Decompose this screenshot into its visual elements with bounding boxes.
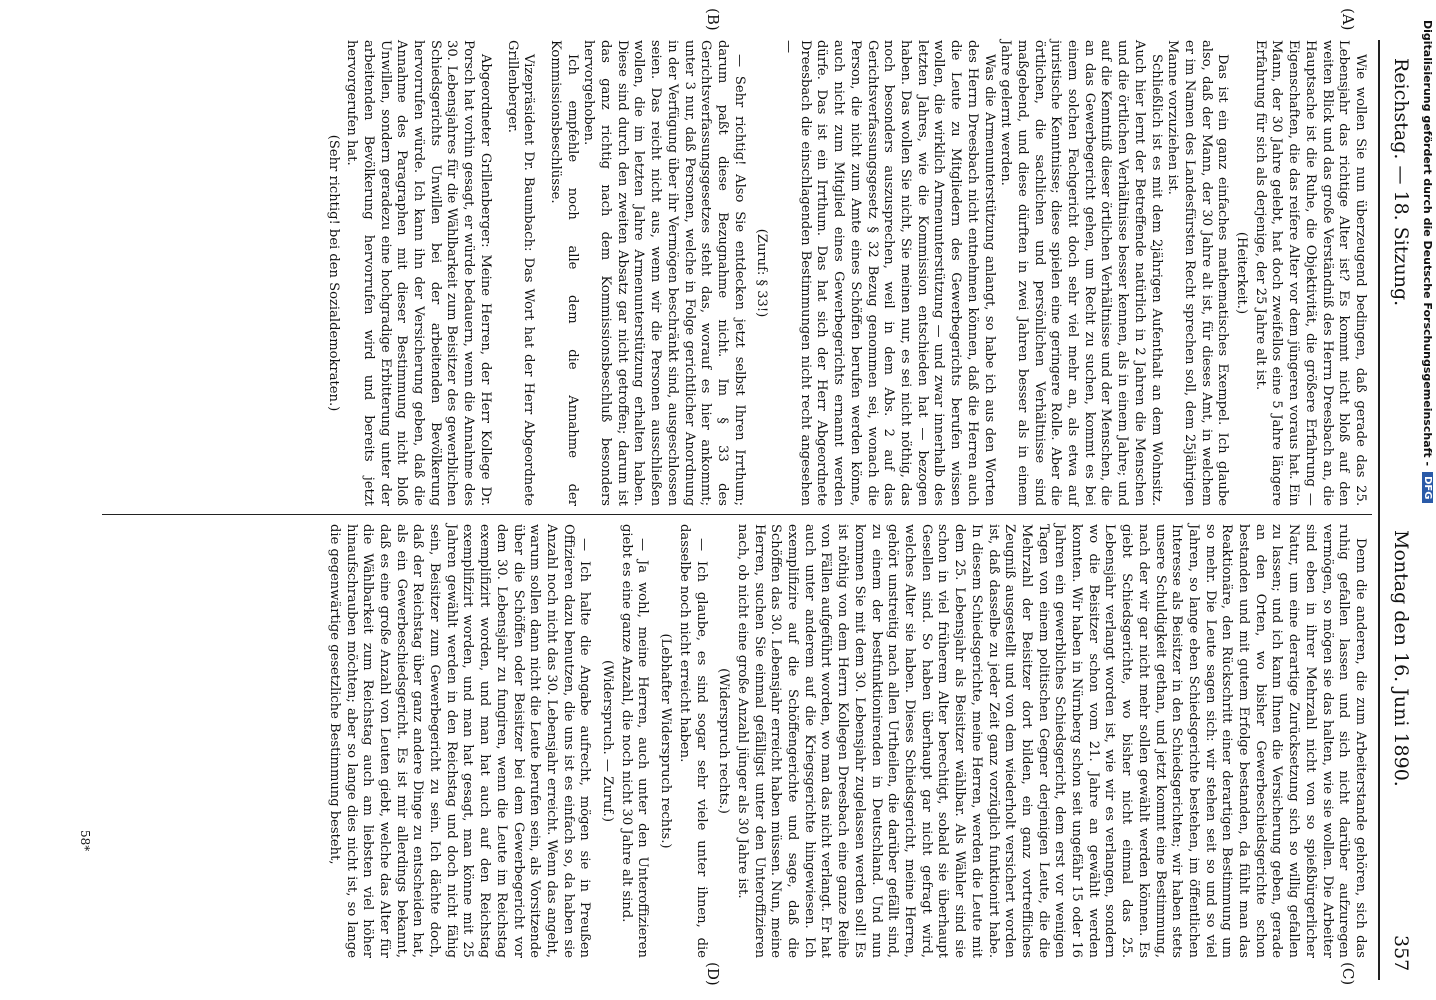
paragraph: — Ich halte die Angabe aufrecht, mögen sie in Preußen Offizieren dazu benutzen, die uns ist es einfach so, da haben sie Anzahl noch nicht das 30. Lebensjahr erreicht. Wenn das angeht, warum sollen dann nicht die Leute berufen sein, als Vorsitzende über die Schöffen oder Beisitzer bei dem Gewerbegericht vor dem 30. Lebensjahr zu fungiren, wenn die Leute im Reichstag exemplifizirt worden, und man hat auch auf den Reichstag exemplifizirt worden, und man hat gesagt, man könne mit 25 Jahren gewählt werden in den Reichstag und doch nicht fähig sein, Beisitzer zum Gewerbegericht zu sein. Ich dächte doch, daß der Reichstag über ganz andere Dinge zu entscheiden hat, als ein Gewerbeschiedsgericht. Es ist mir allerdings bekannt, daß es eine große Anzahl von Leuten giebt, welche das Alter für die Wählbarkeit zum Reichstag auch am liebsten viel höher hinaufschrauben möchten; aber so lange dies nicht ist, so lange die gegenwärtige gesetzliche Bestimmung besteht, bbox=[326, 524, 593, 958]
credit-text: Digitalisierung gefördert durch die Deutsche Forschungsgemeinschaft - bbox=[1421, 20, 1435, 467]
paragraph: Was die Armenunterstützung anlangt, so habe ich aus den Worten des Herrn Dreesbach nicht entnehmen können, daß die Herren auch die Leute zu Mitgliedern des Gewerbegerichts berufen wissen wollen, die wirklich Armenunterstützung — und zwar innerhalb des letzten Jahres, wie die Kommission entschieden hat — bezogen haben. Das wollen Sie nicht, Sie meinen nur, es sei nicht nöthig, das noch besonders auszusprechen, weil in dem Abs. 2 auf das Gerichtsverfassungsgesetz § 32 Bezug genommen sei, wonach die Person, die nicht zum Amte eines Schöffen berufen werden könne, auch nicht zum Mitglied eines Gewerbegerichts ernannt werden dürfe. Das ist ein Irrthum. Das hat sich der Herr Abgeordnete Dreesbach die einschlagenden Bestimmungen nicht recht angesehen — bbox=[781, 40, 997, 506]
paragraph: — Ja wohl, meine Herren, auch unter den Unteroffizieren giebt es eine ganze Anzahl, die noch nicht 30 Jahre alt sind. bbox=[618, 524, 651, 958]
paragraph: Schließlich ist es mit dem 2jährigen Aufenthalt an dem Wohnsitz. Auch hier lernt der Betreffende natürlich in 2 Jahren die Menschen und die örtlichen Verhältnisse besser kennen, als in einem Jahre; und auf die Kenntniß dieser örtlichen Verhältnisse und der Menschen, die an das Gewerbegericht gehen, um Recht zu suchen, kommt es bei einem solchen Fachgericht doch sehr viel mehr an, als etwa auf juristische Kenntnisse; diese spielen eine geringere Rolle. Aber die örtlichen, die sachlichen und persönlichen Verhältnisse sind maßgebend, und diese dürften in zwei Jahren besser als in einem Jahre gelernt werden. bbox=[998, 40, 1164, 506]
paragraph: Denn die anderen, die zum Arbeiterstande gehören, sich das ruhig gefallen lassen und sich nicht darüber aufzuregen vermögen, so mögen sie das halten, wie sie wollen. Die Arbeiter sind eben in ihrer Mehrzahl nicht von so spießbürgerlicher Natur, um eine derartige Zurücksetzung sich so willig gefallen zu lassen; und ich kann Ihnen die Versicherung geben, gerade an den Orten, wo bisher Gewerbeschiedsgerichte schon bestanden und mit gutem Erfolge bestanden, da fühlt man das Reaktionäre, den Rückschritt einer derartigen Bestimmung um so mehr. Die Leute sagen sich: wir stehen seit so und so viel Jahren, so lange eben Schiedsgerichte bestehen, im öffentlichen Interesse als Beisitzer in den Schiedsgerichten; wir haben stets unsere Schuldigkeit gethan, und jetzt kommt eine Bestimmung, nach der wir gar nicht mehr sollen gewählt werden können. Es giebt Schiedsgerichte, wo bisher nicht einmal das 25. Lebensjahr verlangt worden ist, wie wir es verlangen, sondern wo die Beisitzer schon vom 21. Jahre an gewählt werden konnten. Wir haben in Nürnberg schon seit ungefähr 15 oder 16 Jahren ein gewerbliches Schiedsgericht, dem erst vor wenigen Tagen von einem politischen Gegner derjenigen Leute, die die Mehrzahl der Beisitzer dort bilden, ein ganz vortreffliches Zeugniß ausgestellt und von dem wiederholt versichert worden ist, daß dasselbe zu jeder Zeit ganz vorzüglich funktionirt habe. In diesem Schiedsgerichte, meine Herren, werden die Leute mit dem 25. Lebensjahr als Beisitzer wählbar. Als Wähler sind sie schon in viel früherem Alter berechtigt, sobald sie überhaupt Gesellen sind. So haben überhaupt gar nicht gefragt wird, welches Alter sie haben. Dieses Schiedsgericht, meine Herren, gehört unstreitig nach allen Urtheilen, die darüber gefällt sind, zu einem der bestfunktionirenden in Deutschland. Und nun kommen Sie mit dem 30. Lebensjahr zugelassen werden soll! Es ist nöthig von dem Herrn Kollegen Dreesbach eine ganze Reihe von Fällen aufgeführt worden, wo man das nicht verlangt. Er hat auch unter anderem auf die Kriegsgerichte hingewiesen. Ich exemplifizire auf die Schöffengerichte und sage, daß die Schöffen das 30. Lebensjahr erreicht haben müssen. Nun, meine Herren, suchen Sie einmal gefälligst unter den Unteroffizieren nach, ob nicht eine große Anzahl jünger als 30 Jahre ist. bbox=[734, 524, 1368, 958]
paragraph: (Zuruf: § 33!) bbox=[754, 228, 770, 318]
paragraph: (Widerspruch rechts.) bbox=[716, 668, 732, 814]
margin-marker-c: (C) bbox=[1339, 962, 1357, 986]
header-left: Reichstag. — 18. Sitzung. bbox=[1390, 58, 1412, 307]
margin-marker-a: (A) bbox=[1339, 8, 1357, 31]
paragraph: Vizepräsident Dr. Baumbach: Das Wort hat der Herr Abgeordnete Grillenberger. bbox=[504, 40, 537, 506]
page-number: 357 bbox=[1390, 935, 1412, 972]
signature-mark: 58* bbox=[78, 830, 92, 852]
paragraph: — Ich glaube, es sind sogar sehr viele unter ihnen, die dasselbe noch nicht erreicht haben. bbox=[676, 524, 709, 958]
dfg-logo: DFG bbox=[1423, 472, 1434, 503]
right-column bbox=[98, 524, 1368, 958]
paragraph: Ich empfehle noch alle dem die Annahme der Kommissionsbeschlüsse. bbox=[547, 40, 580, 506]
paragraph: (Heiterkeit.) bbox=[1234, 231, 1250, 315]
paragraph: Abgeordneter Grillenberger: Meine Herren, der Herr Kollege Dr. Porsch hat vorhin gesagt, er würde bedauern, wenn die Annahme des 30. Lebensjahres für die Wählbarkeit zum Beisitzer des gewerblichen Schiedsgerichts Unwillen bei der arbeitenden Bevölkerung hervorrufen würde. Ich kann ihn der Versicherung geben, daß die Annahme des Paragraphen mit dieser Bestimmung nicht bloß Unwillen, sondern geradezu eine hochgradige Erbitterung unter der arbeitenden Bevölkerung hervorrufen wird und bereits jetzt hervorgerufen hat. bbox=[344, 40, 493, 506]
left-column bbox=[98, 40, 1368, 506]
paragraph: (Sehr richtig! bei den Sozialdemokraten.) bbox=[325, 134, 341, 412]
digitization-credit bbox=[1420, 20, 1436, 980]
paragraph: Das ist ein ganz einfaches mathematisches Exempel. Ich glaube also, daß der Mann, der 30 Jahre alt ist, für dieses Amt, in welchem er im Namen des Landesfürsten Recht sprechen soll, dem 25jährigen Manne vorzuziehen ist. bbox=[1165, 40, 1231, 506]
header-center: Montag den 16. Juni 1890. bbox=[1390, 530, 1412, 787]
paragraph: (Lebhafter Widerspruch rechts.) bbox=[658, 633, 674, 849]
margin-marker-b: (B) bbox=[704, 8, 722, 31]
paragraph: — Sehr richtig! Also Sie entdecken jetzt selbst Ihren Irrthum; darum paßt diese Bezugnahme nicht. Im § 33 des Gerichtsverfassungsgesetzes steht das, worauf es hier ankommt; unter 3 nur, daß Personen, welche in Folge gerichtlicher Anordnung in der Verfügung über ihr Vermögen beschränkt sind, ausgeschlossen seien. Das reicht nicht aus, wenn wir die Personen ausschließen wollen, die im letzten Jahre Armenunterstützung erhalten haben. Diese sind durch den zweiten Absatz gar nicht getroffen; darum ist das ganz richtig nach dem Kommissionsbeschluß besonders hervorgehoben. bbox=[581, 40, 747, 506]
margin-marker-d: (D) bbox=[704, 962, 722, 986]
header-rule bbox=[1378, 40, 1380, 980]
paragraph: (Widerspruch. — Zuruf.) bbox=[600, 660, 616, 822]
column-divider bbox=[102, 514, 1372, 515]
paragraph: Wie wollen Sie nun überzeugend bedingen, daß gerade das 25. Lebensjahr das richtige Alter ist? Es kommt nicht bloß auf den weiten Blick und das große Verständniß des Herrn Dreesbach an, die Hauptsache ist die Ruhe, die Objektivität, die größere Erfahrung — Eigenschaften, die das reifere Alter vor dem jüngeren voraus hat. Ein Mann, der 30 Jahre gelebt, hat doch zweifellos eine 5 Jahre längere Erfahrung für sich als derjenige, der 25 Jahre alt ist. bbox=[1252, 40, 1368, 506]
